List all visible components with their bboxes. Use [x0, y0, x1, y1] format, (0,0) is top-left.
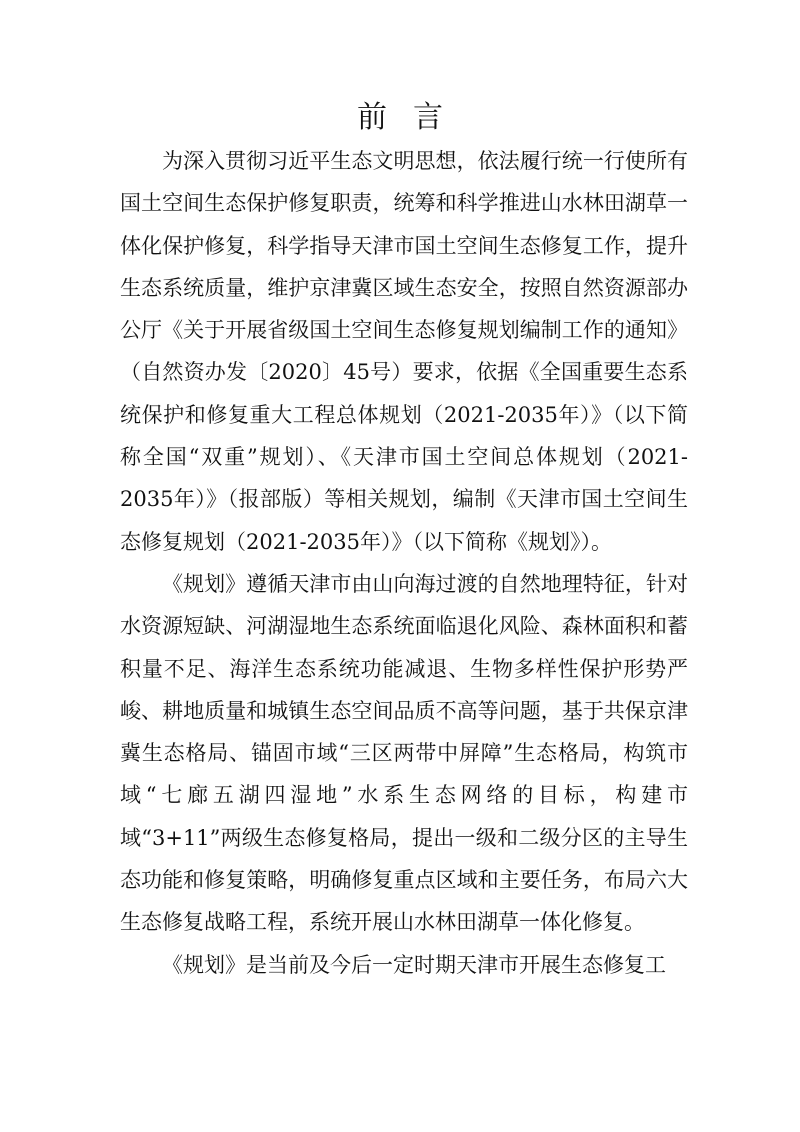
page-title: 前言 [357, 100, 469, 135]
paragraph-principles: 《规划》遵循天津市由山向海过渡的自然地理特征，针对水资源短缺、河湖湿地生态系统面临退化风险、森林面积和蓄积量不足、海洋生态系统功能减退、生物多样性保护形势严峻、耕地质量和城镇生态空间品质不高等问题，基于共保京津冀生态格局、锚固市域“三区两带中屏障”生态格局，构筑市域“七廊五湖四湿地”水系生态网络的目标，构建市域“3+11”两级生态修复格局，提出一级和二级分区的主导生态功能和修复策略，明确修复重点区域和主要任务，布局六大生态修复战略工程，系统开展山水林田湖草一体化修复。 [120, 571, 688, 935]
document-body [120, 140, 688, 986]
paragraph-positioning: 《规划》是当前及今后一定时期天津市开展生态修复工 [162, 952, 666, 977]
paragraph-intro: 为深入贯彻习近平生态文明思想，依法履行统一行使所有国土空间生态保护修复职责，统筹和科学推进山水林田湖草一体化保护修复，科学指导天津市国土空间生态修复工作，提升生态系统质量，维护京津冀区域生态安全，按照自然资源部办公厅《关于开展省级国土空间生态修复规划编制工作的通知》（自然资办发〔2020〕45号）要求，依据《全国重要生态系统保护和修复重大工程总体规划（2021-2035年）》（以下简称全国“双重”规划）、《天津市国土空间总体规划（2021-2035年）》（报部版）等相关规划，编制《天津市国土空间生态修复规划（2021-2035年）》（以下简称《规划》）。 [120, 149, 688, 554]
